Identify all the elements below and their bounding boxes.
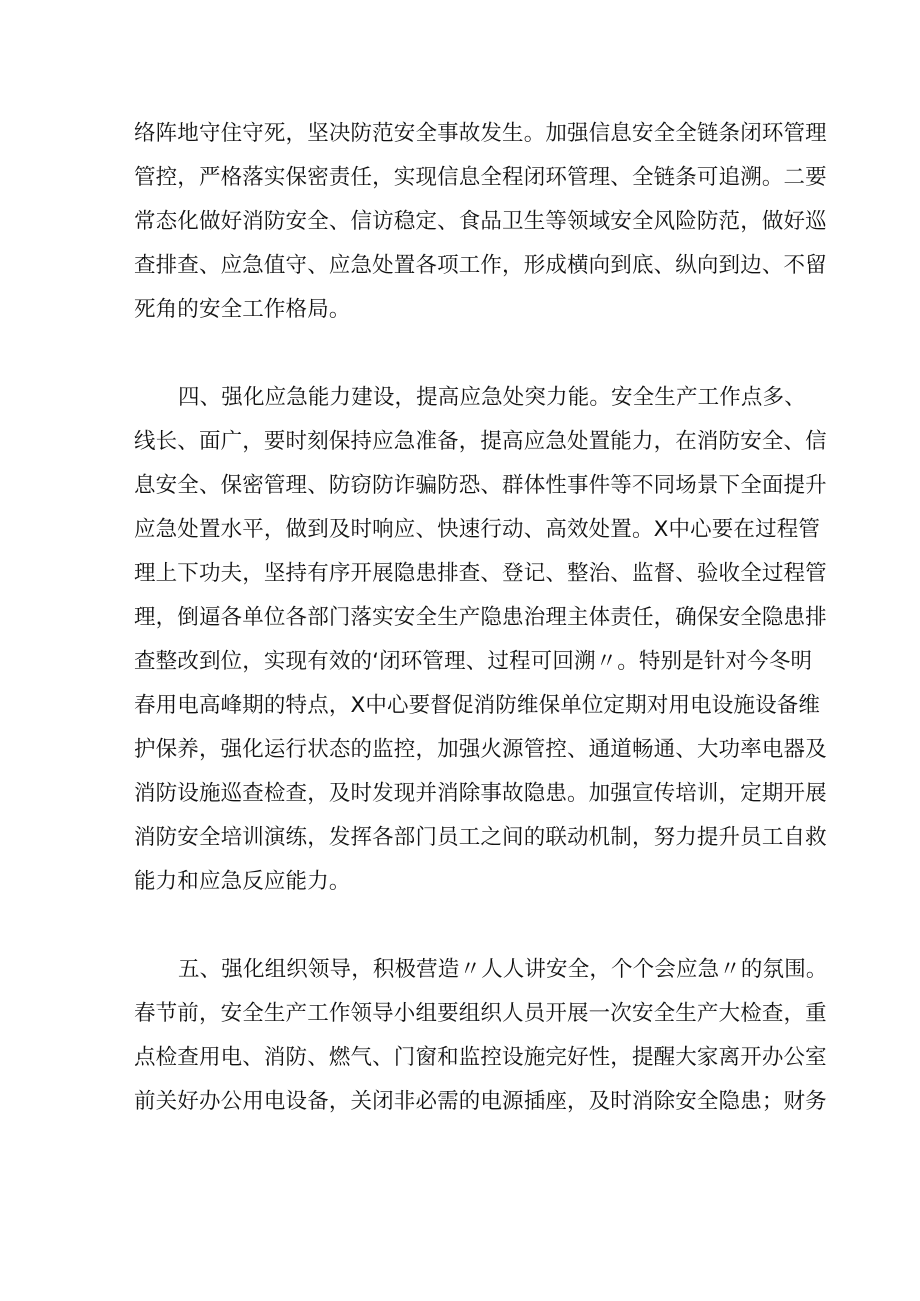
text-line: 前关好办公用电设备，关闭非必需的电源插座，及时消除安全隐患；财务 (134, 1089, 827, 1114)
text-line: 点检查用电、消防、燃气、门窗和监控设施完好性，提醒大家离开办公室 (134, 1045, 827, 1070)
text-line: 络阵地守住守死，坚决防范安全事故发生。加强信息安全全链条闭环管理 (134, 121, 827, 146)
text-line: 五、强化组织领导，积极营造〃人人讲安全，个个会应急〃的氛围。 (178, 957, 828, 982)
paragraph-gap (134, 332, 794, 376)
document-body (134, 112, 828, 1124)
text-line: 理，倒逼各单位各部门落实安全生产隐患治理主体责任，确保安全隐患排 (134, 605, 827, 630)
paragraph-gap (134, 904, 794, 948)
paragraph-continuation (134, 112, 827, 332)
text-line: 春用电高峰期的特点，X中心要督促消防维保单位定期对用电设施设备维 (134, 693, 821, 718)
text-line: 应急处置水平，做到及时响应、快速行动、高效处置。X中心要在过程管 (134, 517, 821, 542)
text-line: 能力和应急反应能力。 (134, 869, 351, 894)
text-line: 管控，严格落实保密责任，实现信息全程闭环管理、全链条可追溯。二要 (134, 165, 827, 190)
text-line: 死角的安全工作格局。 (134, 297, 351, 322)
text-line: 春节前，安全生产工作领导小组要组织人员开展一次安全生产大检查，重 (134, 1001, 827, 1026)
text-line: 查整改到位，实现有效的‘闭环管理、过程可回溯〃。特别是针对今冬明 (134, 649, 813, 674)
text-line: 护保养，强化运行状态的监控，加强火源管控、通道畅通、大功率电器及 (134, 737, 827, 762)
text-line: 消防设施巡查检查，及时发现并消除事故隐患。加强宣传培训，定期开展 (134, 781, 827, 806)
text-line: 线长、面广，要时刻保持应急准备，提高应急处置能力，在消防安全、信 (134, 429, 827, 454)
text-line: 四、强化应急能力建设，提高应急处突力能。安全生产工作点多、 (178, 385, 806, 410)
paragraph-section-five (134, 948, 828, 1124)
text-line: 查排查、应急值守、应急处置各项工作，形成横向到底、纵向到边、不留 (134, 253, 827, 278)
text-line: 息安全、保密管理、防窃防诈骗防恐、群体性事件等不同场景下全面提升 (134, 473, 827, 498)
text-line: 理上下功夫，坚持有序开展隐患排查、登记、整治、监督、验收全过程管 (134, 561, 827, 586)
text-line: 消防安全培训演练，发挥各部门员工之间的联动机制，努力提升员工自救 (134, 825, 827, 850)
text-line: 常态化做好消防安全、信访稳定、食品卫生等领域安全风险防范，做好巡 (134, 209, 827, 234)
paragraph-section-four (134, 376, 827, 904)
